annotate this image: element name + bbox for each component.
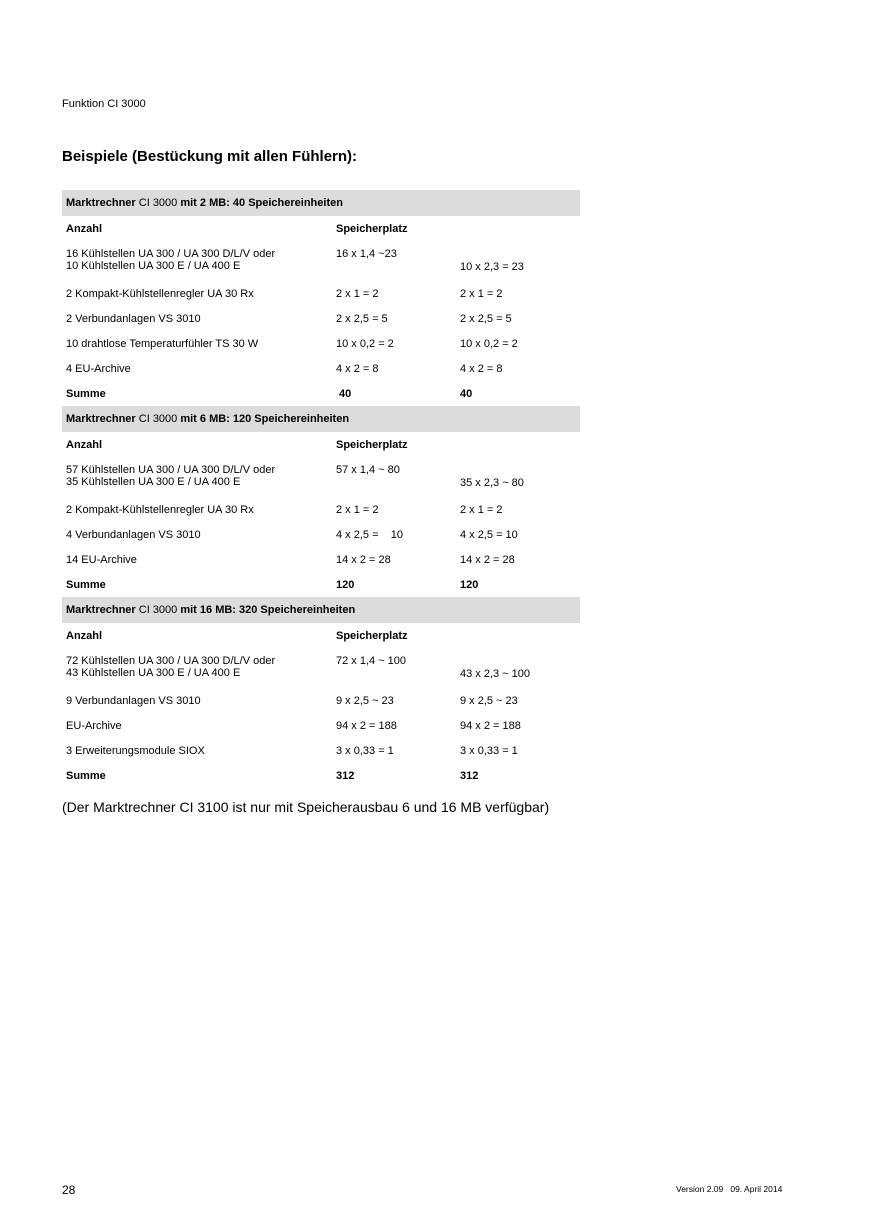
sum-speicher-a: 120 bbox=[336, 579, 355, 591]
section-heading: Beispiele (Bestückung mit allen Fühlern): bbox=[62, 148, 358, 165]
cell-line: 16 Kühlstellen UA 300 / UA 300 D/L/V oder bbox=[66, 248, 276, 260]
table-row bbox=[62, 738, 580, 763]
cell-speicher-a: 57 x 1,4 ~ 80 bbox=[336, 464, 400, 476]
sum-speicher-a: 312 bbox=[336, 770, 355, 782]
cell-speicher-a: 3 x 0,33 = 1 bbox=[336, 745, 394, 757]
table-row bbox=[62, 356, 580, 381]
sum-row bbox=[62, 572, 580, 597]
cell-speicher-a: 2 x 2,5 = 5 bbox=[336, 313, 388, 325]
page-number: 28 bbox=[62, 1183, 76, 1197]
cell-speicher-b: 43 x 2,3 ~ 100 bbox=[460, 668, 531, 680]
header-bold-2: mit 16 MB: 320 Speichereinheiten bbox=[180, 604, 356, 616]
version-info: Version 2.09 09. April 2014 bbox=[676, 1184, 783, 1194]
cell-speicher-b: 10 x 0,2 = 2 bbox=[460, 338, 518, 350]
cell-speicher-a: 16 x 1,4 ~23 bbox=[336, 248, 397, 260]
cell-speicher-b: 3 x 0,33 = 1 bbox=[460, 745, 518, 757]
cell-anzahl: 9 Verbundanlagen VS 3010 bbox=[66, 695, 201, 707]
sum-row bbox=[62, 381, 580, 406]
header-bold-1: Marktrechner bbox=[66, 197, 136, 209]
cell-anzahl bbox=[66, 655, 275, 679]
table-row bbox=[62, 547, 580, 572]
cell-anzahl: 2 Verbundanlagen VS 3010 bbox=[66, 313, 201, 325]
table-row bbox=[62, 241, 580, 281]
cell-anzahl bbox=[66, 248, 275, 272]
cell-speicher-b: 2 x 1 = 2 bbox=[460, 504, 503, 516]
col-speicherplatz: Speicherplatz bbox=[336, 439, 408, 451]
cell-speicher-a: 14 x 2 = 28 bbox=[336, 554, 391, 566]
table-row bbox=[62, 713, 580, 738]
header-bold-2: mit 2 MB: 40 Speichereinheiten bbox=[180, 197, 343, 209]
cell-speicher-a: 2 x 1 = 2 bbox=[336, 504, 379, 516]
cell-speicher-a: 9 x 2,5 ~ 23 bbox=[336, 695, 394, 707]
table-row bbox=[62, 457, 580, 497]
sum-speicher-a: 40 bbox=[336, 388, 352, 400]
cell-speicher-b: 10 x 2,3 = 23 bbox=[460, 261, 524, 273]
sum-speicher-b: 120 bbox=[460, 579, 479, 591]
cell-speicher-b: 14 x 2 = 28 bbox=[460, 554, 515, 566]
table-row bbox=[62, 688, 580, 713]
sum-label: Summe bbox=[66, 388, 106, 400]
cell-line: 72 Kühlstellen UA 300 / UA 300 D/L/V oder bbox=[66, 655, 276, 667]
running-header: Funktion CI 3000 bbox=[62, 98, 146, 110]
table-section-header bbox=[62, 190, 580, 216]
table-section-header bbox=[62, 406, 580, 432]
cell-speicher-b: 2 x 1 = 2 bbox=[460, 288, 503, 300]
cell-speicher-b: 4 x 2,5 = 10 bbox=[460, 529, 518, 541]
cell-speicher-a: 2 x 1 = 2 bbox=[336, 288, 379, 300]
table-section-header bbox=[62, 597, 580, 623]
column-header-row bbox=[62, 432, 580, 457]
col-anzahl: Anzahl bbox=[66, 439, 103, 451]
memory-tables bbox=[62, 190, 580, 788]
cell-speicher-b: 4 x 2 = 8 bbox=[460, 363, 503, 375]
cell-anzahl: EU-Archive bbox=[66, 720, 122, 732]
cell-speicher-a: 94 x 2 = 188 bbox=[336, 720, 397, 732]
cell-line: 10 Kühlstellen UA 300 E / UA 400 E bbox=[66, 260, 241, 272]
cell-line: 43 Kühlstellen UA 300 E / UA 400 E bbox=[66, 667, 241, 679]
cell-speicher-a: 72 x 1,4 ~ 100 bbox=[336, 655, 407, 667]
sum-speicher-b: 40 bbox=[460, 388, 473, 400]
col-anzahl: Anzahl bbox=[66, 223, 103, 235]
cell-line: 35 Kühlstellen UA 300 E / UA 400 E bbox=[66, 476, 241, 488]
cell-anzahl: 2 Kompakt-Kühlstellenregler UA 30 Rx bbox=[66, 504, 254, 516]
col-speicherplatz: Speicherplatz bbox=[336, 630, 408, 642]
sum-label: Summe bbox=[66, 579, 106, 591]
table-row bbox=[62, 497, 580, 522]
column-header-row bbox=[62, 216, 580, 241]
table-row bbox=[62, 522, 580, 547]
sum-label: Summe bbox=[66, 770, 106, 782]
cell-anzahl bbox=[66, 464, 275, 488]
sum-speicher-b: 312 bbox=[460, 770, 479, 782]
cell-anzahl: 10 drahtlose Temperaturfühler TS 30 W bbox=[66, 338, 259, 350]
table-row bbox=[62, 306, 580, 331]
cell-speicher-b: 35 x 2,3 ~ 80 bbox=[460, 477, 524, 489]
cell-speicher-b: 94 x 2 = 188 bbox=[460, 720, 521, 732]
header-bold-1: Marktrechner bbox=[66, 413, 136, 425]
cell-anzahl: 14 EU-Archive bbox=[66, 554, 137, 566]
cell-speicher-b: 9 x 2,5 ~ 23 bbox=[460, 695, 518, 707]
header-bold-2: mit 6 MB: 120 Speichereinheiten bbox=[180, 413, 350, 425]
col-anzahl: Anzahl bbox=[66, 630, 103, 642]
table-row bbox=[62, 281, 580, 306]
cell-speicher-a: 4 x 2 = 8 bbox=[336, 363, 379, 375]
header-plain: CI 3000 bbox=[135, 197, 181, 209]
table-row bbox=[62, 331, 580, 356]
column-header-row bbox=[62, 623, 580, 648]
cell-anzahl: 3 Erweiterungsmodule SIOX bbox=[66, 745, 205, 757]
footnote: (Der Marktrechner CI 3100 ist nur mit Speicherausbau 6 und 16 MB verfügbar) bbox=[62, 799, 550, 815]
cell-anzahl: 4 Verbundanlagen VS 3010 bbox=[66, 529, 201, 541]
col-speicherplatz: Speicherplatz bbox=[336, 223, 408, 235]
header-plain: CI 3000 bbox=[135, 413, 181, 425]
header-bold-1: Marktrechner bbox=[66, 604, 136, 616]
cell-speicher-a: 10 x 0,2 = 2 bbox=[336, 338, 394, 350]
sum-row bbox=[62, 763, 580, 788]
cell-anzahl: 2 Kompakt-Kühlstellenregler UA 30 Rx bbox=[66, 288, 254, 300]
cell-speicher-a: 4 x 2,5 = 10 bbox=[336, 529, 403, 541]
table-row bbox=[62, 648, 580, 688]
cell-speicher-b: 2 x 2,5 = 5 bbox=[460, 313, 512, 325]
header-plain: CI 3000 bbox=[135, 604, 181, 616]
cell-anzahl: 4 EU-Archive bbox=[66, 363, 131, 375]
cell-line: 57 Kühlstellen UA 300 / UA 300 D/L/V oder bbox=[66, 464, 276, 476]
